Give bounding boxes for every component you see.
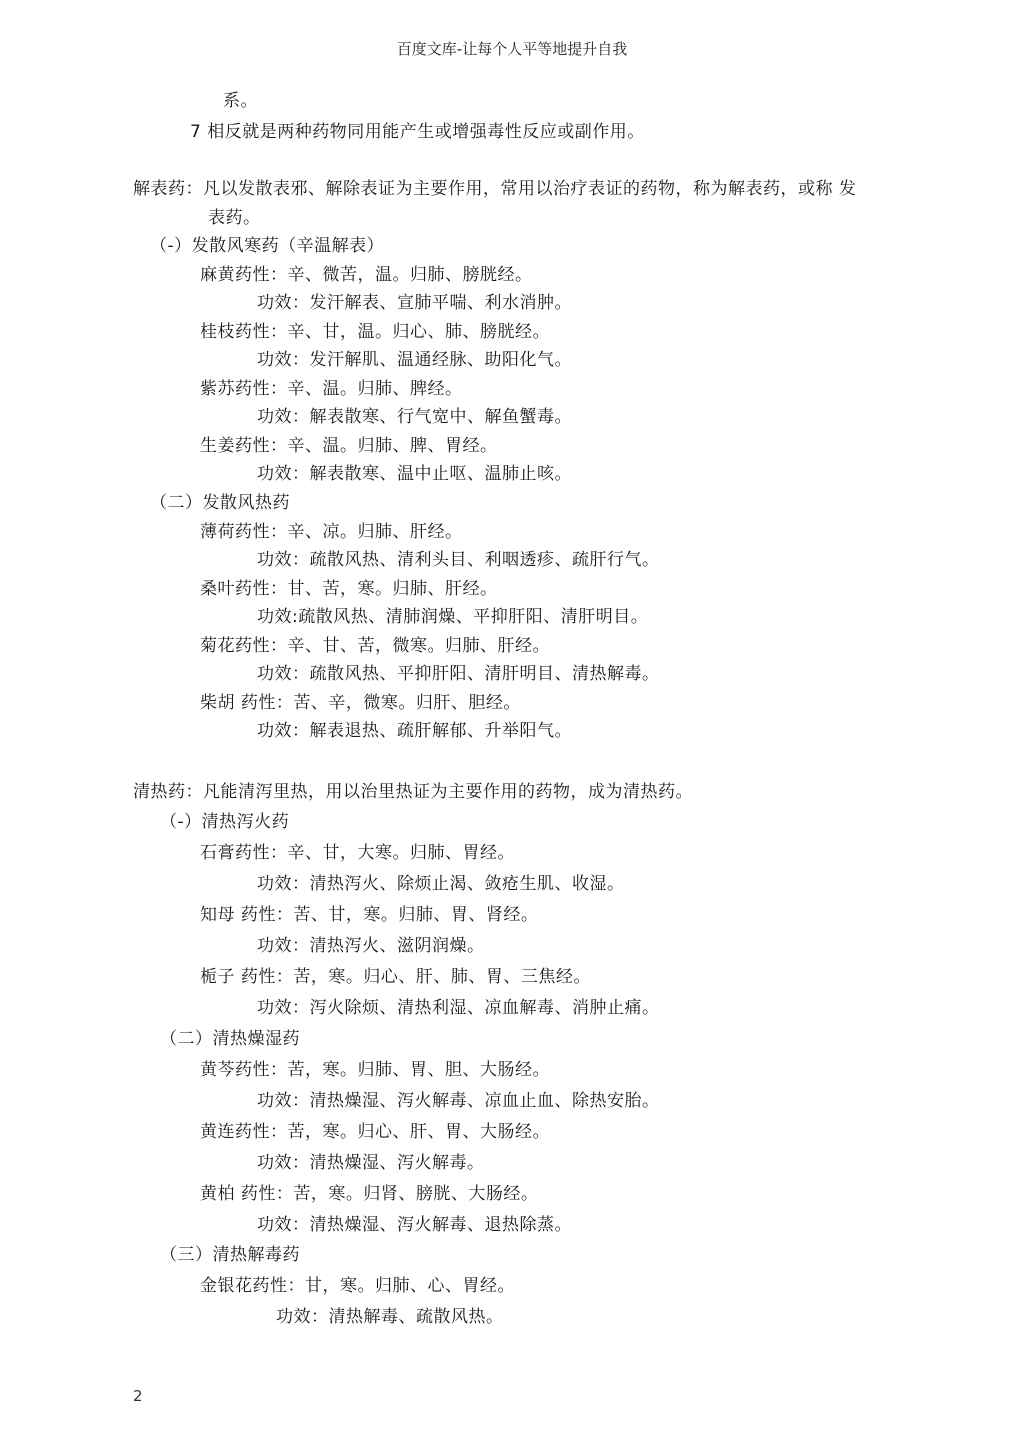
herb-effect: 功效：疏散风热、平抑肝阳、清肝明目、清热解毒。 bbox=[257, 664, 660, 684]
subsection-heading: （二）清热燥湿药 bbox=[160, 1029, 300, 1049]
herb-effect: 功效：清热解毒、疏散风热。 bbox=[276, 1307, 504, 1327]
herb-effect: 功效：解表退热、疏肝解郁、升举阳气。 bbox=[257, 721, 572, 741]
text-line: 表药。 bbox=[208, 208, 261, 228]
text-line: 系。 bbox=[223, 91, 258, 111]
herb-effect: 功效:疏散风热、清肺润燥、平抑肝阳、清肝明目。 bbox=[257, 607, 649, 627]
herb-property: 黄柏 药性：苦，寒。归肾、膀胱、大肠经。 bbox=[200, 1184, 539, 1204]
subsection-heading: （-）清热泻火药 bbox=[160, 812, 290, 832]
subsection-heading: （-）发散风寒药（辛温解表） bbox=[150, 236, 385, 256]
herb-property: 菊花药性：辛、甘、苦，微寒。归肺、肝经。 bbox=[200, 636, 550, 656]
subsection-heading: （三）清热解毒药 bbox=[160, 1245, 300, 1265]
page-number: 2 bbox=[133, 1387, 143, 1405]
herb-property: 柴胡 药性：苦、辛，微寒。归肝、胆经。 bbox=[200, 693, 521, 713]
herb-effect: 功效：疏散风热、清利头目、利咽透疹、疏肝行气。 bbox=[257, 550, 660, 570]
subsection-heading: （二）发散风热药 bbox=[150, 493, 290, 513]
text-line: 7 相反就是两种药物同用能产生或增强毒性反应或副作用。 bbox=[190, 122, 645, 142]
herb-effect: 功效：清热泻火、除烦止渴、敛疮生肌、收湿。 bbox=[257, 874, 625, 894]
herb-property: 生姜药性：辛、温。归肺、脾、胃经。 bbox=[200, 436, 498, 456]
page-header: 百度文库-让每个人平等地提升自我 bbox=[396, 40, 628, 58]
herb-property: 薄荷药性：辛、凉。归肺、肝经。 bbox=[200, 522, 463, 542]
herb-property: 麻黄药性：辛、微苦，温。归肺、膀胱经。 bbox=[200, 265, 533, 285]
herb-effect: 功效：发汗解表、宣肺平喘、利水消肿。 bbox=[257, 293, 572, 313]
herb-property: 黄连药性：苦，寒。归心、肝、胃、大肠经。 bbox=[200, 1122, 550, 1142]
herb-property: 桑叶药性：甘、苦，寒。归肺、肝经。 bbox=[200, 579, 498, 599]
section-heading: 清热药：凡能清泻里热，用以治里热证为主要作用的药物，成为清热药。 bbox=[133, 782, 693, 802]
herb-effect: 功效：解表散寒、行气宽中、解鱼蟹毒。 bbox=[257, 407, 572, 427]
herb-property: 黄芩药性：苦，寒。归肺、胃、胆、大肠经。 bbox=[200, 1060, 550, 1080]
herb-property: 桂枝药性：辛、甘，温。归心、肺、膀胱经。 bbox=[200, 322, 550, 342]
herb-effect: 功效：清热燥湿、泻火解毒、退热除蒸。 bbox=[257, 1215, 572, 1235]
herb-effect: 功效：泻火除烦、清热利湿、凉血解毒、消肿止痛。 bbox=[257, 998, 660, 1018]
herb-effect: 功效：发汗解肌、温通经脉、助阳化气。 bbox=[257, 350, 572, 370]
section-heading: 解表药：凡以发散表邪、解除表证为主要作用，常用以治疗表证的药物，称为解表药，或称 发 bbox=[133, 179, 857, 199]
herb-effect: 功效：清热泻火、滋阴润燥。 bbox=[257, 936, 485, 956]
herb-effect: 功效：清热燥湿、泻火解毒、凉血止血、除热安胎。 bbox=[257, 1091, 660, 1111]
herb-property: 金银花药性：甘，寒。归肺、心、胃经。 bbox=[200, 1276, 515, 1296]
herb-effect: 功效：清热燥湿、泻火解毒。 bbox=[257, 1153, 485, 1173]
herb-property: 知母 药性：苦、甘，寒。归肺、胃、肾经。 bbox=[200, 905, 539, 925]
herb-property: 石膏药性：辛、甘，大寒。归肺、胃经。 bbox=[200, 843, 515, 863]
herb-effect: 功效：解表散寒、温中止呕、温肺止咳。 bbox=[257, 464, 572, 484]
herb-property: 紫苏药性：辛、温。归肺、脾经。 bbox=[200, 379, 463, 399]
herb-property: 栀子 药性：苦，寒。归心、肝、肺、胃、三焦经。 bbox=[200, 967, 591, 987]
